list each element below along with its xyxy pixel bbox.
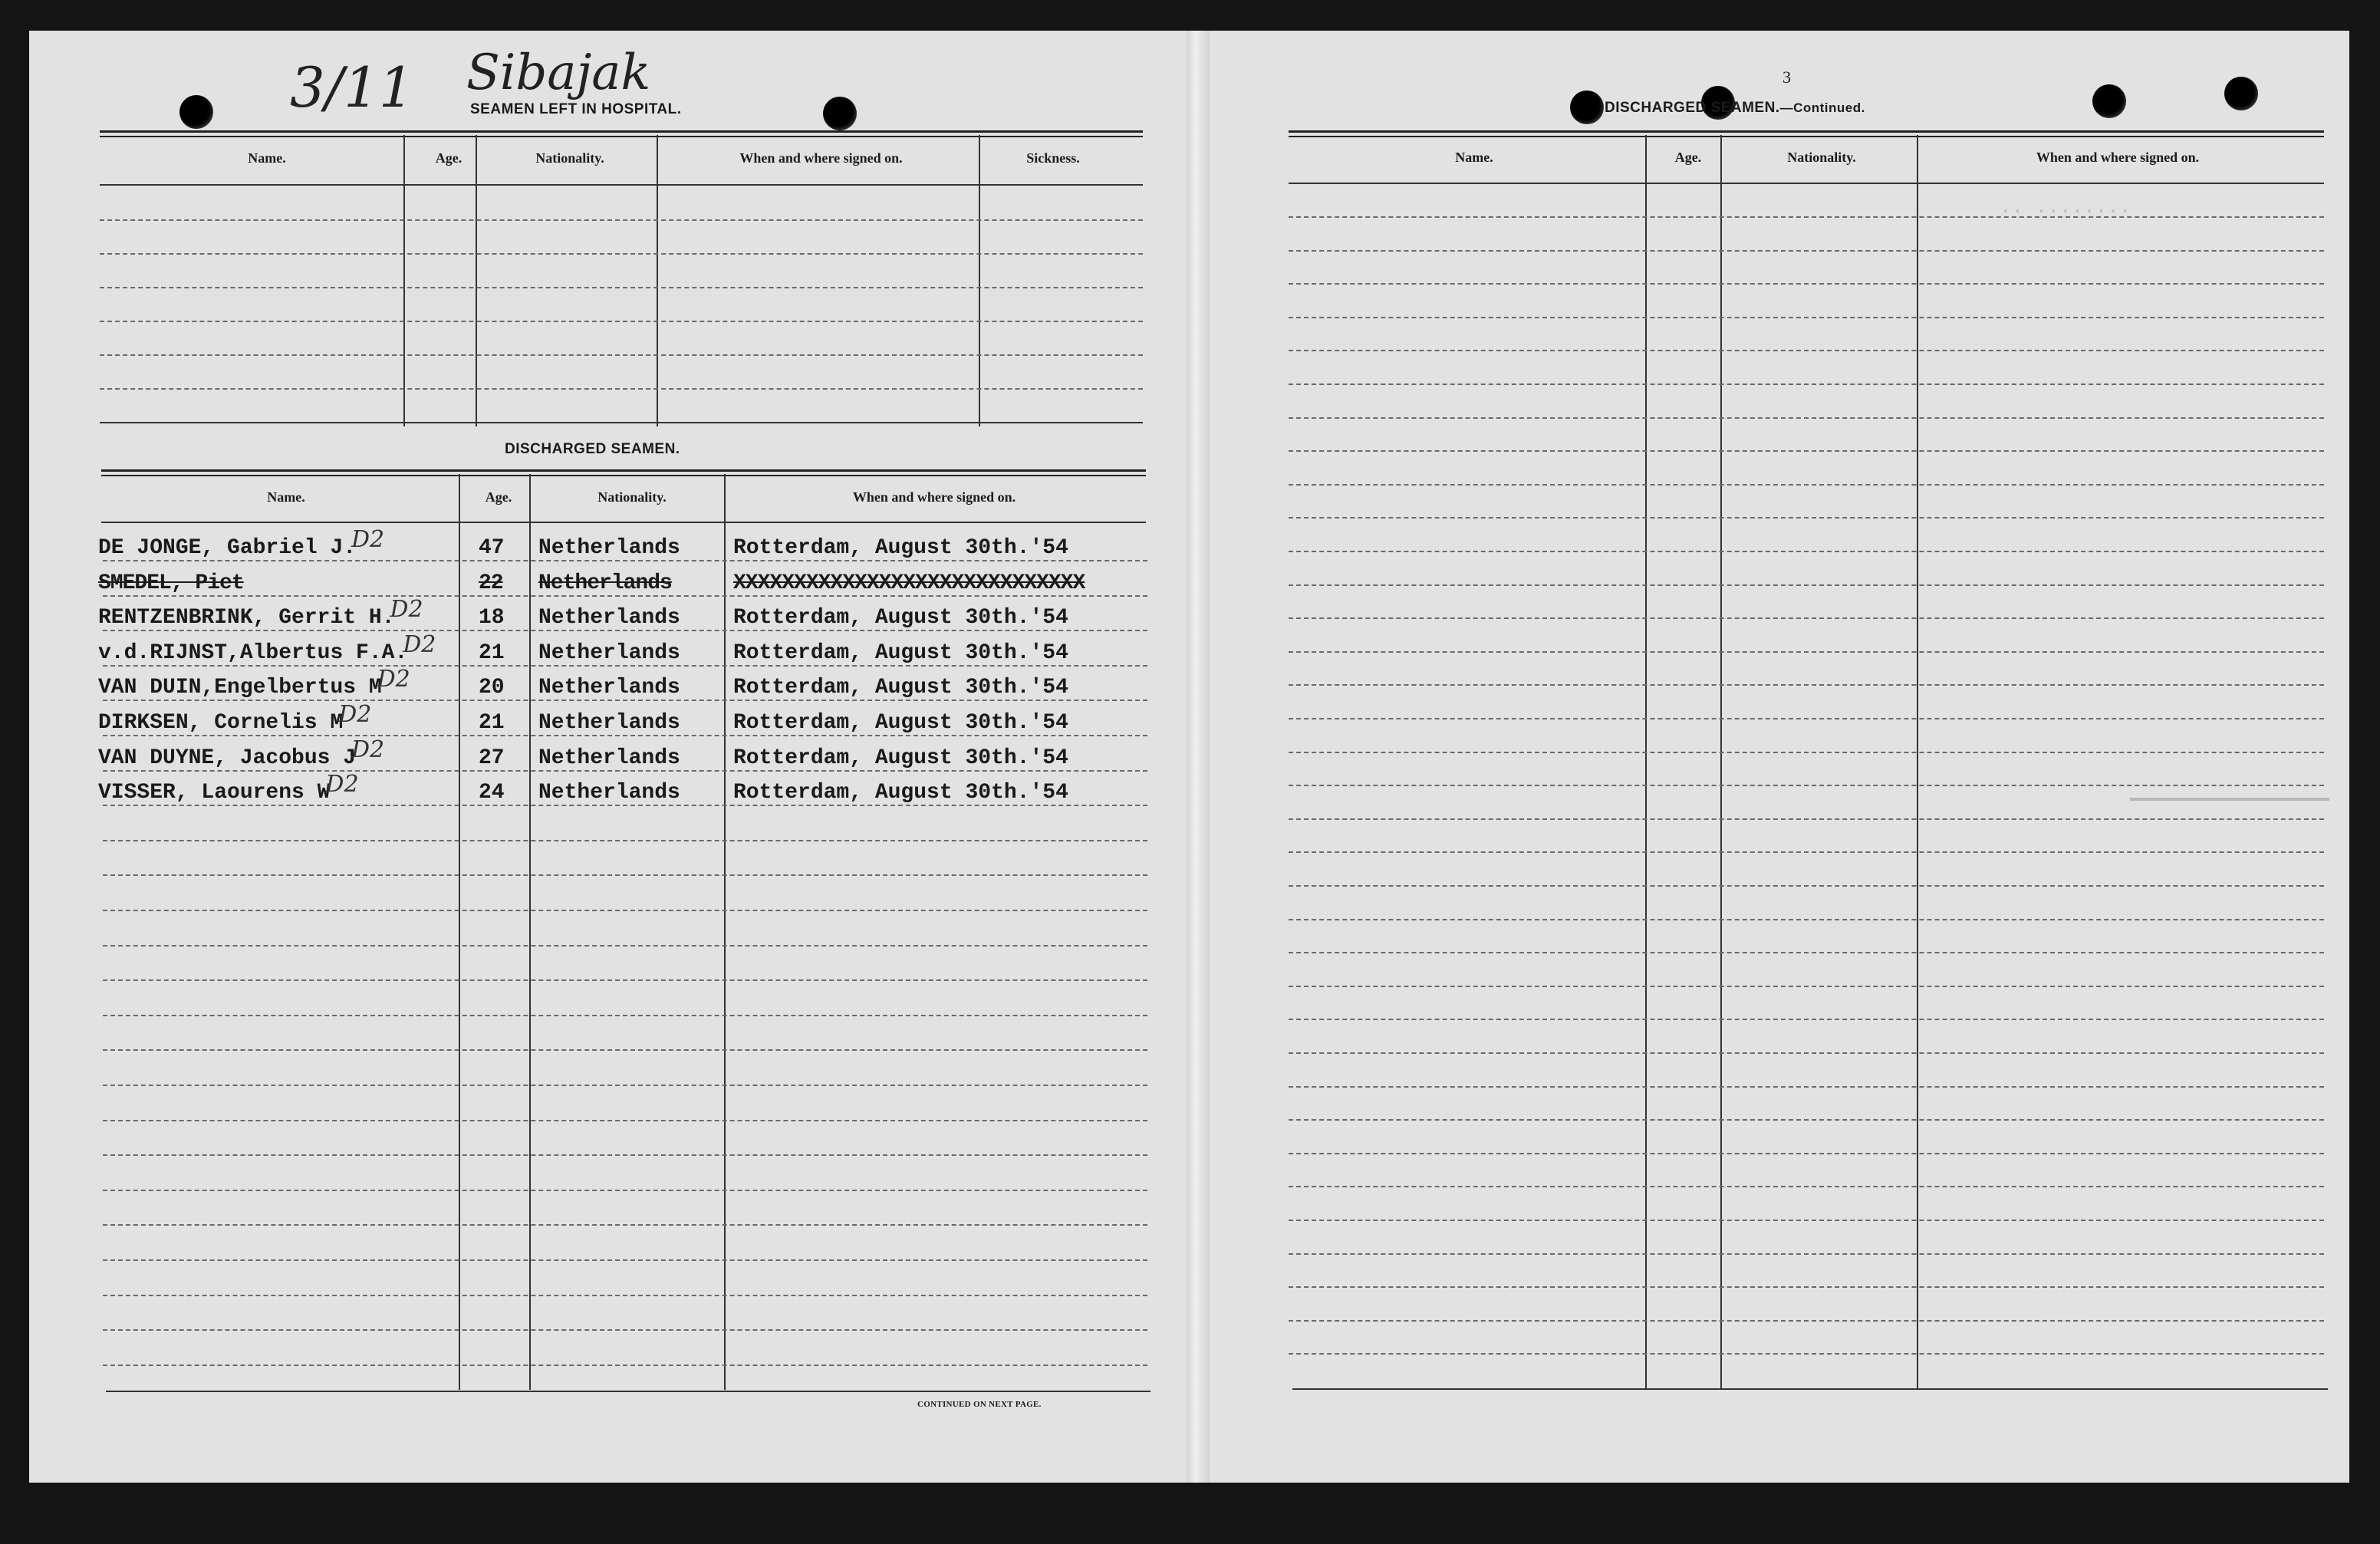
- seaman-name: v.d.RIJNST,Albertus F.A.: [98, 640, 408, 665]
- seaman-signed-on: Rotterdam, August 30th.'54: [733, 640, 1068, 665]
- ruled-line: [1289, 986, 2324, 987]
- ruled-line: [103, 1154, 1147, 1156]
- ruled-line: [103, 910, 1147, 911]
- col-header-signed-on: When and where signed on.: [739, 150, 903, 166]
- punch-hole: [823, 97, 857, 130]
- seaman-nationality: Netherlands: [538, 711, 680, 735]
- discharge-mark: D2: [325, 771, 359, 798]
- col-header-name: Name.: [1455, 150, 1493, 165]
- section-bottom-rule: [100, 422, 1143, 423]
- seaman-age: 18: [479, 606, 505, 630]
- ruled-line: [103, 700, 1147, 701]
- discharge-mark: D2: [351, 736, 385, 763]
- ruled-line: [1289, 1353, 2324, 1355]
- ruled-line: [1289, 1153, 2324, 1154]
- col-header-nationality: Nationality.: [597, 489, 667, 505]
- ruled-line: [103, 1190, 1147, 1191]
- discharge-mark: D2: [338, 701, 372, 728]
- seaman-name: DE JONGE, Gabriel J.: [98, 536, 357, 560]
- ruled-line: [1289, 517, 2324, 519]
- ruled-line: [103, 560, 1147, 561]
- ruled-line: [100, 219, 1143, 221]
- seaman-nationality: Netherlands: [538, 676, 680, 700]
- header-underline: [1289, 183, 2324, 184]
- seaman-signed-on: Rotterdam, August 30th.'54: [733, 536, 1068, 560]
- seaman-signed-on: Rotterdam, August 30th.'54: [733, 711, 1068, 735]
- column-divider: [1917, 135, 1918, 1388]
- ruled-line: [100, 321, 1143, 322]
- ruled-line: [103, 1224, 1147, 1226]
- ruled-line: [1289, 617, 2324, 619]
- ruled-line: [1289, 952, 2324, 953]
- page-number: 3: [1783, 67, 1791, 87]
- seaman-signed-on: Rotterdam, August 30th.'54: [733, 606, 1068, 630]
- continued-section-title: [1605, 100, 1865, 117]
- section-title-main: DISCHARGED SEAMEN.: [1605, 100, 1780, 116]
- seaman-name: SMEDEL, Piet: [98, 571, 244, 595]
- seaman-nationality: Netherlands: [538, 571, 672, 595]
- column-divider: [459, 474, 460, 1390]
- header-rule: [100, 130, 1143, 137]
- ruled-line: [103, 1329, 1147, 1331]
- column-divider: [1645, 135, 1647, 1388]
- ruled-line: [103, 1120, 1147, 1121]
- seaman-name: RENTZENBRINK, Gerrit H.: [98, 606, 395, 630]
- seaman-age: 27: [479, 746, 505, 770]
- ruled-line: [103, 595, 1147, 597]
- ruled-line: [103, 665, 1147, 667]
- ruled-line: [1289, 1119, 2324, 1121]
- col-header-nationality: Nationality.: [535, 150, 604, 166]
- ruled-line: [103, 979, 1147, 981]
- col-header-age: Age.: [435, 150, 463, 166]
- ruled-line: [100, 287, 1143, 288]
- ruled-line: [1289, 450, 2324, 452]
- hospital-section-title: SEAMEN LEFT IN HOSPITAL.: [470, 101, 682, 117]
- seaman-signed-on: Rotterdam, August 30th.'54: [733, 746, 1068, 770]
- col-header-age: Age.: [485, 489, 512, 505]
- ruled-line: [1289, 1086, 2324, 1088]
- handwritten-ship-name: Sibajak: [466, 44, 651, 101]
- seaman-age: 22: [479, 571, 503, 595]
- ruled-line: [103, 770, 1147, 772]
- ruled-line: [103, 1049, 1147, 1051]
- ink-smudge: [2130, 798, 2329, 801]
- header-rule: [1289, 130, 2324, 137]
- page-fold: [1187, 31, 1210, 1483]
- ruled-line: [103, 805, 1147, 806]
- ruled-line: [103, 1085, 1147, 1086]
- discharge-mark: D2: [377, 666, 410, 693]
- col-header-name: Name.: [267, 489, 305, 505]
- header-rule: [101, 469, 1146, 476]
- column-divider: [1720, 135, 1722, 1388]
- ruled-line: [1289, 1220, 2324, 1221]
- ruled-line: [1289, 250, 2324, 252]
- col-header-sickness: Sickness.: [1026, 150, 1080, 166]
- ruled-line: [1289, 651, 2324, 653]
- seaman-age: 24: [479, 781, 505, 805]
- handwritten-reference: 3/11: [290, 55, 414, 120]
- seaman-age: 47: [479, 536, 505, 560]
- discharge-mark: D2: [403, 630, 436, 658]
- discharge-mark: D2: [351, 526, 385, 553]
- table-bottom-rule: [1292, 1388, 2328, 1390]
- column-divider: [979, 135, 980, 426]
- ruled-line: [1289, 584, 2324, 586]
- col-header-nationality: Nationality.: [1787, 150, 1856, 165]
- section-title-suffix: —Continued.: [1779, 100, 1865, 115]
- right-page: [1210, 31, 2349, 1483]
- continued-note: CONTINUED ON NEXT PAGE.: [917, 1400, 1042, 1409]
- ruled-line: [1289, 417, 2324, 419]
- seaman-signed-on: Rotterdam, August 30th.'54: [733, 781, 1068, 805]
- seaman-name: VISSER, Laourens W: [98, 781, 331, 805]
- seaman-nationality: Netherlands: [538, 746, 680, 770]
- ruled-line: [1289, 851, 2324, 853]
- seaman-nationality: Netherlands: [538, 536, 680, 560]
- ruled-line: [103, 840, 1147, 841]
- ruled-line: [103, 1015, 1147, 1016]
- seaman-nationality: Netherlands: [538, 640, 680, 665]
- bleed-through-text: ........ ..: [2000, 196, 2131, 219]
- left-page: [29, 31, 1187, 1483]
- ruled-line: [1289, 350, 2324, 351]
- ruled-line: [1289, 718, 2324, 719]
- seaman-signed-on: XXXXXXXXXXXXXXXXXXXXXXXXXXXXX: [733, 571, 1085, 595]
- document-sheet: [29, 31, 2349, 1483]
- discharged-section-title: DISCHARGED SEAMEN.: [505, 441, 680, 457]
- ruled-line: [1289, 551, 2324, 552]
- col-header-name: Name.: [248, 150, 286, 166]
- seaman-age: 21: [479, 711, 505, 735]
- ruled-line: [1289, 684, 2324, 686]
- ruled-line: [1289, 283, 2324, 285]
- ruled-line: [103, 630, 1147, 631]
- ruled-line: [1289, 484, 2324, 486]
- ruled-line: [1289, 752, 2324, 753]
- ruled-line: [103, 945, 1147, 946]
- ruled-line: [1289, 818, 2324, 820]
- ruled-line: [1289, 317, 2324, 318]
- column-divider: [476, 135, 477, 426]
- seaman-nationality: Netherlands: [538, 606, 680, 630]
- ruled-line: [100, 354, 1143, 356]
- table-bottom-rule: [106, 1391, 1150, 1392]
- ruled-line: [1289, 1320, 2324, 1322]
- ruled-line: [1289, 216, 2324, 218]
- discharge-mark: D2: [390, 596, 423, 624]
- ruled-line: [1289, 885, 2324, 887]
- seaman-age: 21: [479, 640, 505, 665]
- col-header-signed-on: When and where signed on.: [2036, 150, 2200, 165]
- ruled-line: [1289, 1052, 2324, 1054]
- seaman-name: VAN DUIN,Engelbertus M: [98, 676, 382, 700]
- column-divider: [529, 474, 531, 1390]
- col-header-signed-on: When and where signed on.: [852, 489, 1016, 505]
- seaman-name: VAN DUYNE, Jacobus J: [98, 746, 357, 770]
- ruled-line: [1289, 919, 2324, 920]
- ruled-line: [1289, 1253, 2324, 1255]
- ruled-line: [100, 388, 1143, 390]
- seaman-age: 20: [479, 676, 505, 700]
- punch-hole: [179, 95, 213, 129]
- ruled-line: [103, 1259, 1147, 1261]
- ruled-line: [1289, 1019, 2324, 1020]
- ruled-line: [1289, 1286, 2324, 1288]
- ruled-line: [103, 1295, 1147, 1296]
- punch-hole: [1570, 91, 1604, 124]
- ruled-line: [1289, 384, 2324, 385]
- ruled-line: [100, 253, 1143, 255]
- seaman-signed-on: Rotterdam, August 30th.'54: [733, 676, 1068, 700]
- ruled-line: [1289, 1186, 2324, 1187]
- punch-hole: [2092, 84, 2126, 118]
- ruled-line: [103, 1365, 1147, 1366]
- header-underline: [101, 522, 1146, 523]
- ruled-line: [103, 874, 1147, 876]
- ruled-line: [1289, 785, 2324, 786]
- column-divider: [657, 135, 658, 426]
- seaman-nationality: Netherlands: [538, 781, 680, 805]
- punch-hole: [2224, 77, 2258, 110]
- header-underline: [100, 184, 1143, 186]
- ruled-line: [103, 735, 1147, 736]
- column-divider: [724, 474, 726, 1390]
- col-header-age: Age.: [1674, 150, 1702, 165]
- column-divider: [403, 135, 405, 426]
- seaman-name: DIRKSEN, Cornelis M: [98, 711, 344, 735]
